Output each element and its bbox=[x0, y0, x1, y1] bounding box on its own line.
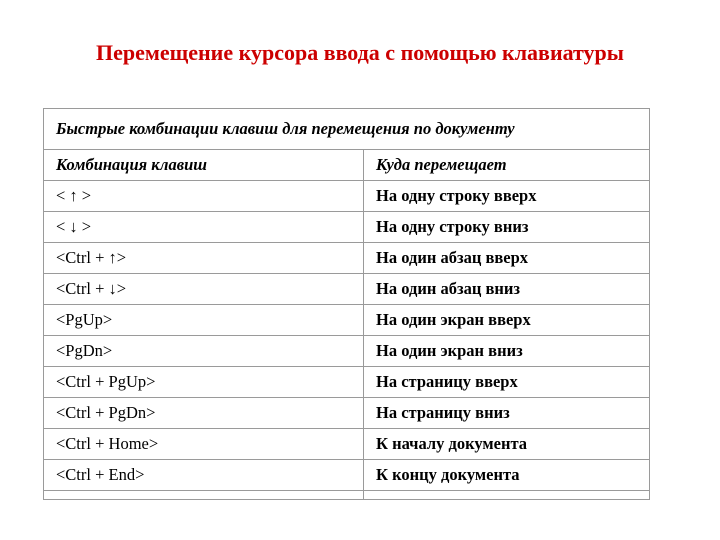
header-destination: Куда перемещает bbox=[364, 150, 650, 181]
table-row bbox=[44, 460, 650, 491]
table-row bbox=[44, 181, 650, 212]
row-destination: На один абзац вниз bbox=[364, 274, 650, 305]
row-keys: <Ctrl + PgUp> bbox=[44, 367, 364, 398]
table-row bbox=[44, 336, 650, 367]
table-caption-row bbox=[44, 109, 650, 150]
table-row bbox=[44, 398, 650, 429]
row-destination: На страницу вверх bbox=[364, 367, 650, 398]
row-keys: <Ctrl + Home> bbox=[44, 429, 364, 460]
row-keys: <PgDn> bbox=[44, 336, 364, 367]
table-header-row bbox=[44, 150, 650, 181]
row-keys: <Ctrl + ↑> bbox=[44, 243, 364, 274]
row-keys: < ↓ > bbox=[44, 212, 364, 243]
row-keys: <Ctrl + ↓> bbox=[44, 274, 364, 305]
spacer-cell bbox=[44, 491, 364, 500]
table-row bbox=[44, 305, 650, 336]
table-bottom-spacer bbox=[44, 491, 650, 500]
row-keys: < ↑ > bbox=[44, 181, 364, 212]
table-caption: Быстрые комбинации клавиш для перемещения по документу bbox=[44, 109, 650, 150]
header-keys: Комбинация клавиш bbox=[44, 150, 364, 181]
row-keys: <Ctrl + End> bbox=[44, 460, 364, 491]
row-destination: На один экран вверх bbox=[364, 305, 650, 336]
table-row bbox=[44, 429, 650, 460]
spacer-cell bbox=[364, 491, 650, 500]
table-row bbox=[44, 243, 650, 274]
shortcuts-table bbox=[43, 108, 650, 500]
table-row bbox=[44, 367, 650, 398]
row-destination: На страницу вниз bbox=[364, 398, 650, 429]
row-keys: <Ctrl + PgDn> bbox=[44, 398, 364, 429]
table-row bbox=[44, 212, 650, 243]
row-destination: На одну строку вниз bbox=[364, 212, 650, 243]
row-destination: К концу документа bbox=[364, 460, 650, 491]
row-destination: На одну строку вверх bbox=[364, 181, 650, 212]
page-title: Перемещение курсора ввода с помощью клавиатуры bbox=[96, 40, 624, 65]
row-destination: На один экран вниз bbox=[364, 336, 650, 367]
row-keys: <PgUp> bbox=[44, 305, 364, 336]
table-row bbox=[44, 274, 650, 305]
row-destination: На один абзац вверх bbox=[364, 243, 650, 274]
row-destination: К началу документа bbox=[364, 429, 650, 460]
